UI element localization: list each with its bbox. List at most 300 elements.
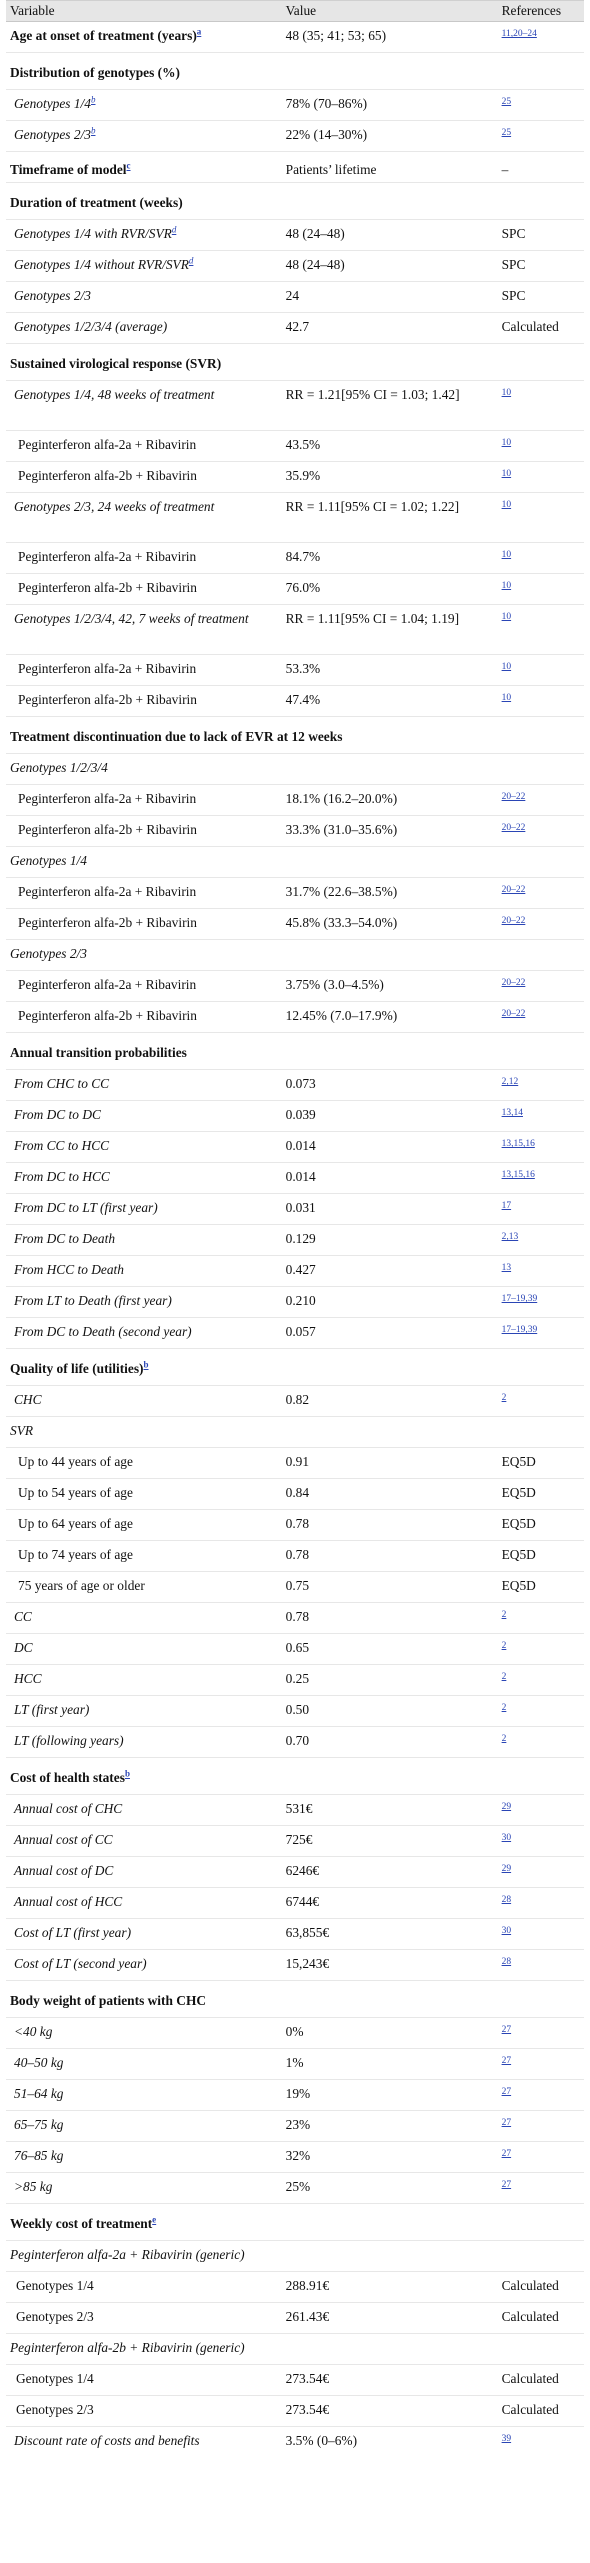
row-value: 0.65 (282, 1634, 498, 1665)
subgroup-title: SVR (6, 1417, 584, 1448)
row-value: 24 (282, 282, 498, 313)
row-reference: – (498, 152, 584, 183)
table-row (6, 1318, 584, 1349)
row-label: Genotypes 1/4 with RVR/SVR$^d$ (6, 220, 282, 251)
discontinuation-section (6, 717, 584, 785)
section-title: Quality of life (utilities)$^b$ (6, 1349, 584, 1386)
row-reference (498, 1256, 584, 1287)
row-value: 6744€ (282, 1888, 498, 1919)
row-reference (498, 1634, 584, 1665)
section-title: Treatment discontinuation due to lack of EVR at 12 weeks (6, 717, 584, 754)
row-label: >85 kg (6, 2173, 282, 2204)
row-value: 0.50 (282, 1696, 498, 1727)
table-header (6, 1, 584, 22)
row-reference (498, 381, 584, 431)
row-reference (498, 1727, 584, 1758)
row-value: 33.3% (31.0–35.6%) (282, 816, 498, 847)
qol-section (6, 1349, 584, 1448)
row-reference (498, 785, 584, 816)
row-value: 0% (282, 2018, 498, 2049)
row-value: 1% (282, 2049, 498, 2080)
row-label: Annual cost of DC (6, 1857, 282, 1888)
table-row (6, 909, 584, 940)
row-label: Peginterferon alfa-2a + Ribavirin (6, 971, 282, 1002)
reference-link[interactable]: 27 (501, 2180, 512, 2190)
table-row (6, 2303, 584, 2334)
table-row (6, 313, 584, 344)
row-value: 0.78 (282, 1510, 498, 1541)
row-reference (498, 2080, 584, 2111)
row-reference (498, 1318, 584, 1349)
row-label: Annual cost of HCC (6, 1888, 282, 1919)
subgroup-title: Genotypes 1/2/3/4 (6, 754, 584, 785)
table-row (6, 1194, 584, 1225)
row-value: 0.70 (282, 1727, 498, 1758)
row-value: 273.54€ (282, 2365, 498, 2396)
footnote-link[interactable]: d (188, 255, 194, 266)
table-row (6, 1070, 584, 1101)
reference-link[interactable]: 17–19,39 (501, 1294, 538, 1304)
row-value: 12.45% (7.0–17.9%) (282, 1002, 498, 1033)
footnote-link[interactable]: a (196, 26, 202, 37)
reference-link[interactable]: 2,13 (501, 1232, 519, 1242)
table-row (6, 1572, 584, 1603)
reference-link[interactable]: 28 (501, 1957, 512, 1967)
table-row (6, 1857, 584, 1888)
row-value: 53.3% (282, 655, 498, 686)
table-row (6, 1795, 584, 1826)
row-label: Genotypes 1/4 without RVR/SVR$^d$ (6, 251, 282, 282)
row-label: From DC to LT (first year) (6, 1194, 282, 1225)
row-value: 0.84 (282, 1479, 498, 1510)
table-row (6, 2142, 584, 2173)
reference-link[interactable]: 30 (501, 1926, 512, 1936)
table-row (6, 1225, 584, 1256)
row-reference: EQ5D (498, 1479, 584, 1510)
row-label: Genotypes 2/3 (6, 2303, 282, 2334)
reference-link[interactable]: 2,12 (501, 1077, 519, 1087)
cost-section (6, 1758, 584, 1795)
row-value: 0.25 (282, 1665, 498, 1696)
row-reference: EQ5D (498, 1572, 584, 1603)
table-row (6, 1826, 584, 1857)
svr-section (6, 344, 584, 717)
row-value: 0.073 (282, 1070, 498, 1101)
table-row (6, 220, 584, 251)
footnote-link[interactable]: b (90, 125, 96, 136)
row-label: Genotypes 1/2/3/4, 42, 7 weeks of treatment (6, 605, 282, 655)
row-label: 75 years of age or older (6, 1572, 282, 1603)
reference-link[interactable]: 27 (501, 2118, 512, 2128)
row-reference: EQ5D (498, 1541, 584, 1572)
weekly-section (6, 2204, 584, 2272)
row-reference (498, 1888, 584, 1919)
table-row (6, 1510, 584, 1541)
row-value: 47.4% (282, 686, 498, 717)
table-row (6, 2049, 584, 2080)
header-variable: Variable (6, 1, 282, 22)
row-value: 35.9% (282, 462, 498, 493)
row-reference: Calculated (498, 2303, 584, 2334)
reference-link[interactable]: 10 (501, 388, 512, 398)
row-value: 725€ (282, 1826, 498, 1857)
table-row (6, 785, 584, 816)
qol-svr-rows (6, 1448, 584, 1603)
row-reference (498, 90, 584, 121)
reference-link[interactable]: 20–22 (501, 916, 526, 926)
row-reference (498, 655, 584, 686)
reference-link[interactable]: 20–22 (501, 885, 526, 895)
row-reference (498, 1101, 584, 1132)
table-row (6, 381, 584, 431)
row-label: Peginterferon alfa-2b + Ribavirin (6, 462, 282, 493)
row-value: 273.54€ (282, 2396, 498, 2427)
subgroup-title: Peginterferon alfa-2b + Ribavirin (generic) (6, 2334, 584, 2365)
table-row (6, 121, 584, 152)
row-value: 48 (24–48) (282, 251, 498, 282)
table-row (6, 1634, 584, 1665)
reference-link[interactable]: 10 (501, 581, 512, 591)
reference-link[interactable]: 29 (501, 1864, 512, 1874)
table-row (6, 1101, 584, 1132)
row-value: 76.0% (282, 574, 498, 605)
row-reference (498, 909, 584, 940)
row-value: 288.91€ (282, 2272, 498, 2303)
row-label: Cost of LT (second year) (6, 1950, 282, 1981)
row-reference: EQ5D (498, 1448, 584, 1479)
row-label: Genotypes 2/3, 24 weeks of treatment (6, 493, 282, 543)
row-reference (498, 431, 584, 462)
row-value: RR = 1.11[95% CI = 1.04; 1.19] (282, 605, 498, 655)
discontinuation-g14-head (6, 847, 584, 878)
row-value: 0.014 (282, 1132, 498, 1163)
reference-link[interactable]: 10 (501, 662, 512, 672)
row-value: RR = 1.21[95% CI = 1.03; 1.42] (282, 381, 498, 431)
row-reference (498, 1665, 584, 1696)
row-label: LT (following years) (6, 1727, 282, 1758)
row-label: LT (first year) (6, 1696, 282, 1727)
table-row (6, 22, 584, 53)
row-label: Peginterferon alfa-2a + Ribavirin (6, 543, 282, 574)
footnote-link[interactable]: d (171, 224, 177, 235)
row-reference: Calculated (498, 313, 584, 344)
row-value: 0.91 (282, 1448, 498, 1479)
reference-link[interactable]: 27 (501, 2025, 512, 2035)
row-reference (498, 121, 584, 152)
row-value: 48 (24–48) (282, 220, 498, 251)
table-row (6, 1727, 584, 1758)
reference-link[interactable]: 2 (501, 1393, 507, 1403)
row-label: Peginterferon alfa-2a + Ribavirin (6, 655, 282, 686)
table-row (6, 2365, 584, 2396)
table-row (6, 1603, 584, 1634)
row-value: 0.78 (282, 1541, 498, 1572)
row-label: Age at onset of treatment (years)$^a$ (6, 22, 282, 53)
row-reference (498, 2173, 584, 2204)
row-reference (498, 543, 584, 574)
row-label: Up to 64 years of age (6, 1510, 282, 1541)
row-reference (498, 1163, 584, 1194)
row-label: Annual cost of CC (6, 1826, 282, 1857)
reference-link[interactable]: 17 (501, 1201, 512, 1211)
section-title: Cost of health states$^b$ (6, 1758, 584, 1795)
row-label: Peginterferon alfa-2b + Ribavirin (6, 574, 282, 605)
row-reference (498, 1194, 584, 1225)
table-row (6, 605, 584, 655)
row-value: 32% (282, 2142, 498, 2173)
table-row (6, 2018, 584, 2049)
table-row (6, 282, 584, 313)
row-label: Genotypes 1/4, 48 weeks of treatment (6, 381, 282, 431)
row-label: Genotypes 2/3$^b$ (6, 121, 282, 152)
row-reference: Calculated (498, 2272, 584, 2303)
row-value: 0.427 (282, 1256, 498, 1287)
reference-link[interactable]: 13,15,16 (501, 1170, 535, 1180)
section-title: Duration of treatment (weeks) (6, 183, 584, 220)
table-row (6, 1696, 584, 1727)
row-label: Genotypes 1/4 (6, 2272, 282, 2303)
table-row (6, 2111, 584, 2142)
row-value: 22% (14–30%) (282, 121, 498, 152)
table-row (6, 2173, 584, 2204)
section-title: Weekly cost of treatment$^e$ (6, 2204, 584, 2241)
row-reference (498, 1070, 584, 1101)
row-value: 261.43€ (282, 2303, 498, 2334)
row-label: <40 kg (6, 2018, 282, 2049)
row-reference (498, 878, 584, 909)
reference-link[interactable]: 10 (501, 550, 512, 560)
footnote-link[interactable]: b (124, 1768, 130, 1779)
row-reference (498, 2142, 584, 2173)
transition-section (6, 1033, 584, 1349)
row-label: Discount rate of costs and benefits (6, 2427, 282, 2458)
discontinuation-g1234 (6, 785, 584, 847)
row-reference (498, 462, 584, 493)
row-reference (498, 1132, 584, 1163)
table-row (6, 1541, 584, 1572)
row-value: 3.75% (3.0–4.5%) (282, 971, 498, 1002)
row-label: Peginterferon alfa-2a + Ribavirin (6, 878, 282, 909)
table-row (6, 1132, 584, 1163)
table-row (6, 431, 584, 462)
row-value: 6246€ (282, 1857, 498, 1888)
row-label: Annual cost of CHC (6, 1795, 282, 1826)
row-reference (498, 1857, 584, 1888)
row-value: 31.7% (22.6–38.5%) (282, 878, 498, 909)
row-label: Peginterferon alfa-2b + Ribavirin (6, 816, 282, 847)
table-row (6, 1163, 584, 1194)
row-reference: Calculated (498, 2396, 584, 2427)
weekly-a-rows (6, 2272, 584, 2334)
row-reference (498, 1002, 584, 1033)
row-label: From DC to DC (6, 1101, 282, 1132)
row-reference (498, 1386, 584, 1417)
reference-link[interactable]: 2 (501, 1734, 507, 1744)
row-label: CC (6, 1603, 282, 1634)
row-value: 0.129 (282, 1225, 498, 1256)
row-reference (498, 2111, 584, 2142)
reference-link[interactable]: 20–22 (501, 823, 526, 833)
row-label: Timeframe of model$^c$ (6, 152, 282, 183)
reference-link[interactable]: 28 (501, 1895, 512, 1905)
row-value: 0.039 (282, 1101, 498, 1132)
reference-link[interactable]: 29 (501, 1802, 512, 1812)
reference-link[interactable]: 13,14 (501, 1108, 523, 1118)
row-value: RR = 1.11[95% CI = 1.02; 1.22] (282, 493, 498, 543)
row-label: 65–75 kg (6, 2111, 282, 2142)
row-reference (498, 1919, 584, 1950)
table-row (6, 1950, 584, 1981)
table-row (6, 90, 584, 121)
row-reference (498, 22, 584, 53)
row-label: HCC (6, 1665, 282, 1696)
row-reference (498, 971, 584, 1002)
row-label: Peginterferon alfa-2a + Ribavirin (6, 785, 282, 816)
row-reference: Calculated (498, 2365, 584, 2396)
reference-link[interactable]: 27 (501, 2056, 512, 2066)
footnote-link[interactable]: e (152, 2214, 157, 2225)
reference-link[interactable]: 20–22 (501, 1009, 526, 1019)
row-value: 42.7 (282, 313, 498, 344)
row-value: 3.5% (0–6%) (282, 2427, 498, 2458)
row-label: Peginterferon alfa-2a + Ribavirin (6, 431, 282, 462)
table-row (6, 152, 584, 183)
row-label: Genotypes 2/3 (6, 282, 282, 313)
subgroup-title: Peginterferon alfa-2a + Ribavirin (generic) (6, 2241, 584, 2272)
section-title: Body weight of patients with CHC (6, 1981, 584, 2018)
row-label: DC (6, 1634, 282, 1665)
reference-link[interactable]: 10 (501, 693, 512, 703)
row-label: 76–85 kg (6, 2142, 282, 2173)
row-value: 0.78 (282, 1603, 498, 1634)
row-value: 45.8% (33.3–54.0%) (282, 909, 498, 940)
reference-link[interactable]: 2 (501, 1641, 507, 1651)
row-label: Genotypes 1/4$^b$ (6, 90, 282, 121)
table-row (6, 2272, 584, 2303)
row-label: From CC to HCC (6, 1132, 282, 1163)
row-value: 78% (70–86%) (282, 90, 498, 121)
table-row (6, 574, 584, 605)
row-label: Genotypes 1/4 (6, 2365, 282, 2396)
duration-section (6, 183, 584, 344)
row-value: 25% (282, 2173, 498, 2204)
row-value: 43.5% (282, 431, 498, 462)
footnote-link[interactable]: b (90, 94, 96, 105)
row-reference (498, 1603, 584, 1634)
reference-link[interactable]: 2 (501, 1610, 507, 1620)
reference-link[interactable]: 10 (501, 438, 512, 448)
discontinuation-g23-head (6, 940, 584, 971)
row-label: 40–50 kg (6, 2049, 282, 2080)
table-row (6, 543, 584, 574)
header-references: References (498, 1, 584, 22)
row-reference: SPC (498, 220, 584, 251)
row-label: Up to 54 years of age (6, 1479, 282, 1510)
row-value: 48 (35; 41; 53; 65) (282, 22, 498, 53)
reference-link[interactable]: 2 (501, 1672, 507, 1682)
reference-link[interactable]: 11,20–24 (501, 29, 537, 39)
footnote-link[interactable]: c (126, 160, 131, 171)
row-value: 0.82 (282, 1386, 498, 1417)
section-title: Sustained virological response (SVR) (6, 344, 584, 381)
reference-link[interactable]: 27 (501, 2149, 512, 2159)
reference-link[interactable]: 39 (501, 2434, 512, 2444)
row-label: 51–64 kg (6, 2080, 282, 2111)
row-value: 531€ (282, 1795, 498, 1826)
row-value: 63,855€ (282, 1919, 498, 1950)
table-row (6, 655, 584, 686)
row-value: 84.7% (282, 543, 498, 574)
footnote-link[interactable]: b (143, 1359, 149, 1370)
reference-link[interactable]: 25 (501, 128, 512, 138)
table-row (6, 816, 584, 847)
section-title: Annual transition probabilities (6, 1033, 584, 1070)
section-title: Distribution of genotypes (%) (6, 53, 584, 90)
reference-link[interactable]: 13,15,16 (501, 1139, 535, 1149)
row-label: Peginterferon alfa-2b + Ribavirin (6, 909, 282, 940)
table-row (6, 1888, 584, 1919)
row-reference (498, 2018, 584, 2049)
row-value: 18.1% (16.2–20.0%) (282, 785, 498, 816)
row-reference (498, 2427, 584, 2458)
table-row (6, 1479, 584, 1510)
parameters-table (6, 0, 584, 2458)
row-label: Peginterferon alfa-2b + Ribavirin (6, 686, 282, 717)
row-reference (498, 2049, 584, 2080)
table-row (6, 1287, 584, 1318)
row-label: Genotypes 1/2/3/4 (average) (6, 313, 282, 344)
table-row (6, 1665, 584, 1696)
weekly-b-rows (6, 2365, 584, 2427)
row-label: Peginterferon alfa-2b + Ribavirin (6, 1002, 282, 1033)
row-reference (498, 1225, 584, 1256)
row-value: 23% (282, 2111, 498, 2142)
row-label: From DC to HCC (6, 1163, 282, 1194)
table-row (6, 1919, 584, 1950)
reference-link[interactable]: 2 (501, 1703, 507, 1713)
reference-link[interactable]: 20–22 (501, 792, 526, 802)
reference-link[interactable]: 10 (501, 500, 512, 510)
table-row (6, 2427, 584, 2458)
row-reference (498, 816, 584, 847)
row-label: Cost of LT (first year) (6, 1919, 282, 1950)
row-reference (498, 574, 584, 605)
table-row (6, 2396, 584, 2427)
row-reference (498, 1287, 584, 1318)
reference-link[interactable]: 13 (501, 1263, 512, 1273)
row-label: From LT to Death (first year) (6, 1287, 282, 1318)
qol-rows (6, 1603, 584, 1758)
reference-link[interactable]: 20–22 (501, 978, 526, 988)
reference-link[interactable]: 10 (501, 612, 512, 622)
row-label: From CHC to CC (6, 1070, 282, 1101)
row-reference (498, 605, 584, 655)
table-row (6, 686, 584, 717)
reference-link[interactable]: 27 (501, 2087, 512, 2097)
reference-link[interactable]: 25 (501, 97, 512, 107)
table-row (6, 493, 584, 543)
row-value: 0.031 (282, 1194, 498, 1225)
reference-link[interactable]: 10 (501, 469, 512, 479)
table-row (6, 2080, 584, 2111)
reference-link[interactable]: 30 (501, 1833, 512, 1843)
subgroup-title: Genotypes 1/4 (6, 847, 584, 878)
weight-section (6, 1981, 584, 2204)
table-row (6, 1448, 584, 1479)
row-label: From DC to Death (6, 1225, 282, 1256)
row-reference (498, 493, 584, 543)
reference-link[interactable]: 17–19,39 (501, 1325, 538, 1335)
